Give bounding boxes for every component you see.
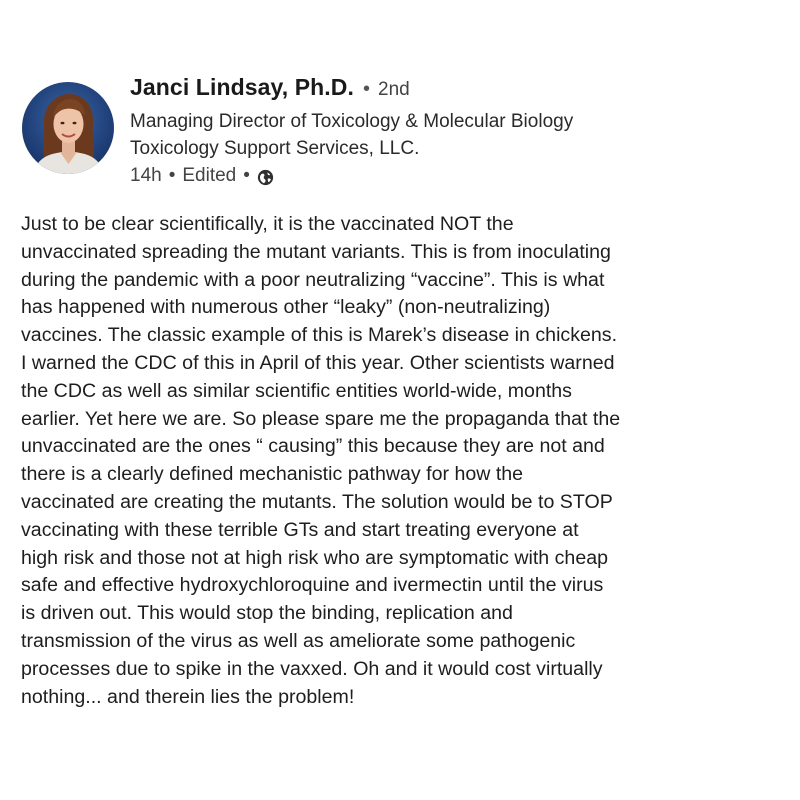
author-company: Toxicology Support Services, LLC. — [130, 138, 420, 159]
post-body-line: unvaccinated are the ones “ causing” this because they are not and — [21, 435, 605, 458]
post-body-line: I warned the CDC of this in April of this year. Other scientists warned — [21, 351, 615, 374]
post-body-line: high risk and those not at high risk who are symptomatic with cheap — [21, 546, 609, 569]
author-headline: Managing Director of Toxicology & Molecular Biology — [130, 111, 574, 132]
post-body-line: transmission of the virus as well as ameliorate some pathogenic — [21, 629, 576, 652]
post-body-line: there is a clearly defined mechanistic pathway for how the — [21, 463, 524, 486]
avatar-portrait — [22, 82, 114, 174]
post-header — [22, 74, 782, 194]
post-body-line: is driven out. This would stop the binding, replication and — [21, 602, 513, 625]
post-body-line: Just to be clear scientifically, it is the vaccinated NOT the — [21, 213, 514, 235]
post-body-line: during the pandemic with a poor neutralizing “vaccine”. This is what — [21, 268, 605, 291]
post-body-line: vaccines. The classic example of this is Marek’s disease in chickens. — [21, 324, 618, 347]
post-body-line: has happened with numerous other “leaky” (non-neutralizing) — [21, 296, 551, 319]
post-body-line: unvaccinated spreading the mutant variants. This is from inoculating — [21, 240, 611, 263]
edited-label: Edited — [182, 165, 237, 186]
separator-dot: • — [243, 165, 250, 186]
post-timestamp[interactable]: 14h — [130, 165, 162, 186]
separator-dot: • — [362, 78, 370, 100]
post-body-line: vaccinated are creating the mutants. The solution would be to STOP — [21, 490, 613, 513]
post-body-line: nothing... and therein lies the problem! — [21, 685, 355, 708]
post-body — [21, 211, 791, 711]
post-body-line: earlier. Yet here we are. So please spare me the propaganda that the — [21, 407, 621, 430]
separator-dot: • — [168, 165, 176, 186]
post-body-line: processes due to spike in the vaxxed. Oh and it would cost virtually — [21, 657, 603, 680]
author-name[interactable]: Janci Lindsay, Ph.D. — [130, 74, 354, 100]
globe-icon — [257, 167, 274, 184]
post-body-line: vaccinating with these terrible GTs and start treating everyone at — [21, 518, 579, 541]
post-body-line: safe and effective hydroxychloroquine and ivermectin until the virus — [21, 574, 604, 597]
post-timestamp-line — [130, 162, 770, 189]
author-avatar[interactable] — [22, 82, 114, 174]
connection-degree: 2nd — [378, 79, 410, 100]
author-meta — [130, 74, 770, 189]
post-body-line: the CDC as well as similar scientific entities world-wide, months — [21, 379, 572, 402]
name-line — [130, 74, 770, 108]
